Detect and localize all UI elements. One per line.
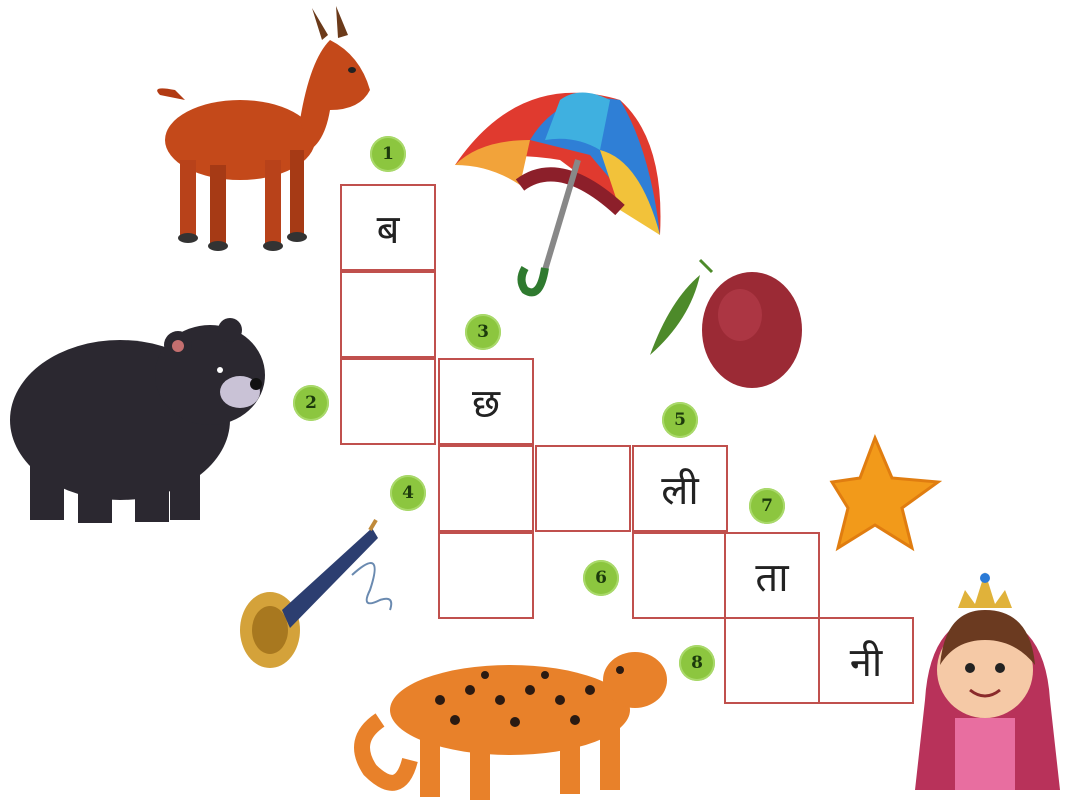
grid-cell-3-top[interactable]: छ	[438, 358, 534, 445]
umbrella-picture	[455, 93, 661, 293]
grid-cell-1-middle[interactable]	[340, 271, 436, 358]
clue-number-8: 8	[679, 645, 715, 681]
grid-cell-3-bottom[interactable]	[438, 532, 534, 619]
clue-number-6: 6	[583, 560, 619, 596]
clue-number-4: 4	[390, 475, 426, 511]
princess-picture	[915, 572, 1060, 790]
grid-cell-2-start[interactable]	[340, 358, 436, 445]
grid-cell-8-end[interactable]: नी	[818, 617, 914, 704]
grid-cell-6-start[interactable]	[632, 532, 728, 619]
clue-number-7: 7	[749, 488, 785, 524]
clue-number-1: 1	[370, 136, 406, 172]
grid-cell-4-middle[interactable]	[535, 445, 631, 532]
clue-number-5: 5	[662, 402, 698, 438]
grid-cell-8-start[interactable]	[724, 617, 820, 704]
grid-cell-4-start[interactable]	[438, 445, 534, 532]
goat-picture	[157, 6, 370, 251]
lychee-picture	[650, 260, 802, 388]
cheetah-picture	[362, 652, 667, 800]
bear-picture	[10, 318, 265, 523]
star-picture	[832, 438, 938, 548]
clue-number-3: 3	[465, 314, 501, 350]
spinning-top-picture	[240, 520, 391, 668]
clue-number-2: 2	[293, 385, 329, 421]
grid-cell-7-top[interactable]: ता	[724, 532, 820, 619]
grid-cell-1-top[interactable]: ब	[340, 184, 436, 271]
grid-cell-5-top[interactable]: ली	[632, 445, 728, 532]
